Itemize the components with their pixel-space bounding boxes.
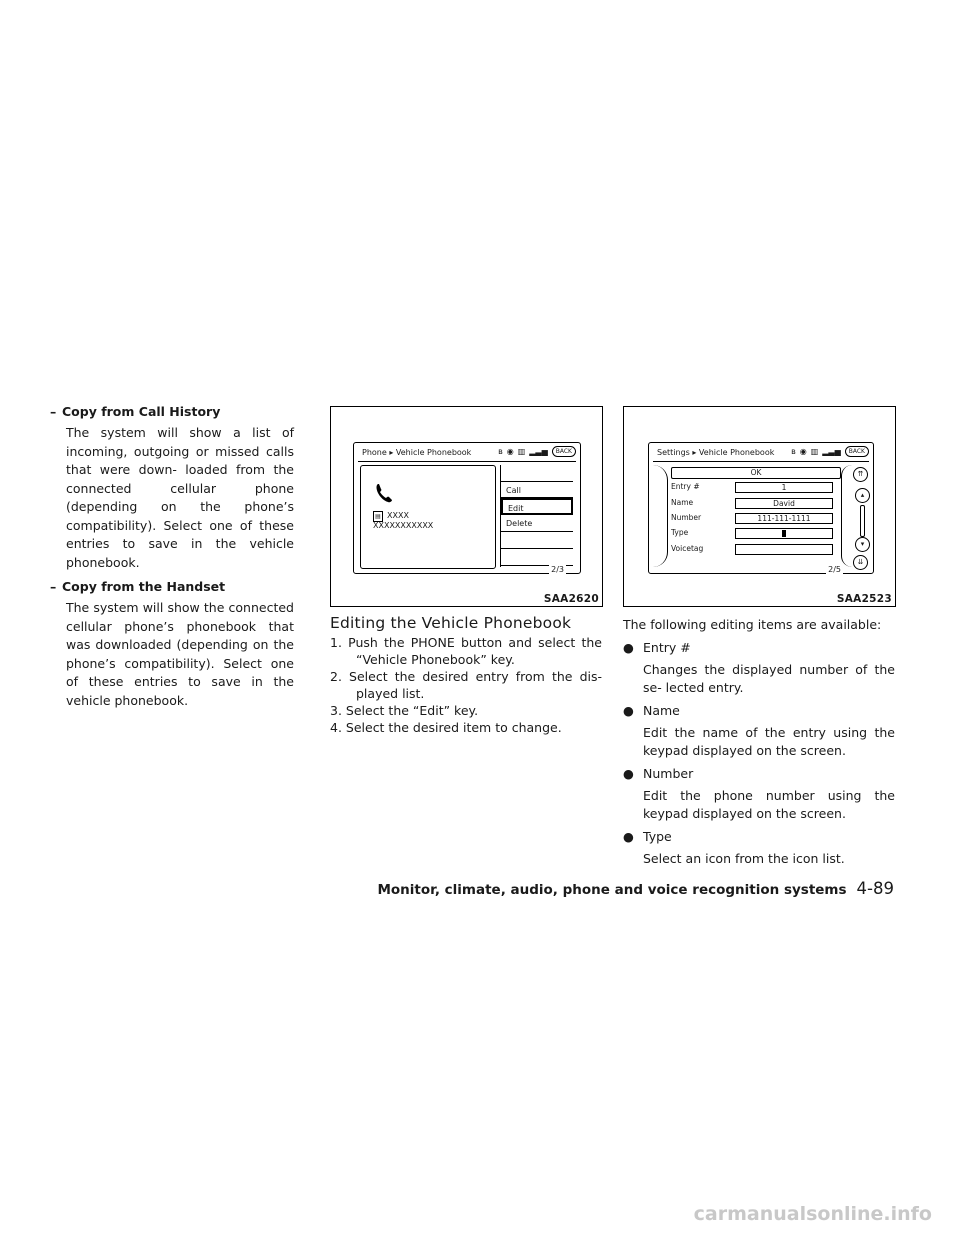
signal-icon: ▂▃▅ — [529, 447, 548, 456]
scroll-bar[interactable] — [860, 505, 865, 537]
right-curve — [841, 465, 852, 567]
entry-name: XXXX — [387, 511, 409, 520]
figure-phonebook-menu — [330, 406, 603, 607]
section-title: Editing the Vehicle Phonebook — [330, 614, 572, 632]
figure-code: SAA2620 — [543, 593, 599, 605]
list-item: ● Type — [623, 828, 672, 844]
field-type[interactable] — [735, 528, 833, 539]
menu-item-empty[interactable] — [501, 549, 573, 566]
section-heading-handset: – Copy from the Handset — [50, 579, 226, 594]
list-item: ● Name — [623, 702, 680, 718]
screen-title: Settings ▸ Vehicle Phonebook — [657, 448, 775, 457]
field-label-voicetag: Voicetag — [671, 544, 704, 553]
field-number[interactable]: 111-111-1111 — [735, 513, 833, 524]
section-heading-call-history: – Copy from Call History — [50, 404, 221, 419]
ok-button[interactable]: OK — [671, 467, 841, 479]
handset-paragraph: The system will show the connected cellular phone’s phonebook that was downloaded (depending on the phone’s compatibility). Select one of these entries to save in the vehicle phonebook. — [66, 600, 294, 708]
watermark: carmanualsonline.info — [693, 1203, 932, 1225]
page-down-icon[interactable]: ⇊ — [853, 555, 868, 570]
action-menu — [500, 465, 573, 567]
phone-handset-icon — [375, 482, 393, 504]
screen-title: Phone ▸ Vehicle Phonebook — [362, 448, 472, 457]
scroll-down-icon[interactable]: ▾ — [855, 537, 870, 552]
list-item-desc: Select an icon from the icon list. — [643, 850, 845, 866]
phone-status-icon: ◉ — [506, 447, 514, 456]
right-column — [623, 616, 895, 868]
status-icons — [791, 446, 869, 457]
scroll-up-icon[interactable]: ▴ — [855, 488, 870, 503]
page-indicator: 2/3 — [551, 565, 564, 574]
page-footer — [377, 879, 894, 898]
items-intro: The following editing items are available: — [623, 617, 882, 632]
entry-type-icon: ▤ — [373, 511, 383, 522]
list-item: ● Number — [623, 765, 694, 781]
field-label-type: Type — [671, 528, 689, 537]
screen-header-divider — [653, 461, 869, 462]
field-label-name: Name — [671, 498, 694, 507]
type-icon — [782, 530, 786, 537]
footer-title: Monitor, climate, audio, phone and voice recognition systems — [377, 882, 847, 898]
field-label-number: Number — [671, 513, 702, 522]
step-item: 4. Select the desired item to change. — [330, 720, 562, 735]
menu-item-delete[interactable]: Delete — [501, 515, 573, 532]
signal-icon: ▂▃▅ — [822, 447, 841, 456]
bluetooth-icon: ʙ — [791, 447, 796, 456]
status-icons — [498, 446, 576, 457]
list-item-desc: Edit the name of the entry using the keypad displayed on the screen. — [643, 724, 895, 758]
figure-edit-entry — [623, 406, 896, 607]
phone-status-icon: ◉ — [799, 447, 807, 456]
step-item: 3. Select the “Edit” key. — [330, 703, 479, 718]
step-item: 2. Select the desired entry from the dis- played list. — [330, 669, 602, 701]
field-label-entry: Entry # — [671, 482, 700, 491]
page-number: 4-89 — [856, 879, 894, 898]
list-item-desc: Changes the displayed number of the se- lected entry. — [643, 661, 895, 695]
screen-edit-entry — [648, 442, 874, 574]
left-curve — [653, 465, 668, 567]
field-entry-number[interactable]: 1 — [735, 482, 833, 493]
page-indicator: 2/5 — [828, 565, 841, 574]
menu-item-edit[interactable]: Edit — [501, 498, 573, 515]
back-button[interactable]: BACK — [552, 446, 576, 457]
call-history-paragraph: The system will show a list of incoming, outgoing or missed calls that were down- loaded from the connected cellular phone (depending on the phone’s compatibility). Select one of these entries to save in the vehicle phonebook. — [66, 425, 294, 570]
field-name[interactable]: David — [735, 498, 833, 509]
back-button[interactable]: BACK — [845, 446, 869, 457]
battery-icon: ▥ — [517, 447, 526, 456]
field-voicetag[interactable] — [735, 544, 833, 555]
menu-item-call[interactable]: Call — [501, 481, 573, 498]
middle-column — [330, 614, 602, 736]
bluetooth-icon: ʙ — [498, 447, 503, 456]
figure-code: SAA2523 — [836, 593, 892, 605]
list-item-desc: Edit the phone number using the keypad displayed on the screen. — [643, 787, 895, 821]
menu-item-empty[interactable] — [501, 532, 573, 549]
left-column — [50, 403, 294, 710]
entry-number: XXXXXXXXXXX — [373, 521, 434, 530]
screen-header-divider — [358, 461, 576, 462]
steps-list — [330, 634, 602, 736]
page-up-icon[interactable]: ⇈ — [853, 467, 868, 482]
battery-icon: ▥ — [810, 447, 819, 456]
entry-detail-panel — [360, 465, 496, 569]
screen-phonebook-menu — [353, 442, 581, 574]
list-item: ● Entry # — [623, 639, 691, 655]
step-item: 1. Push the PHONE button and select the “Vehicle Phonebook” key. — [330, 635, 602, 667]
